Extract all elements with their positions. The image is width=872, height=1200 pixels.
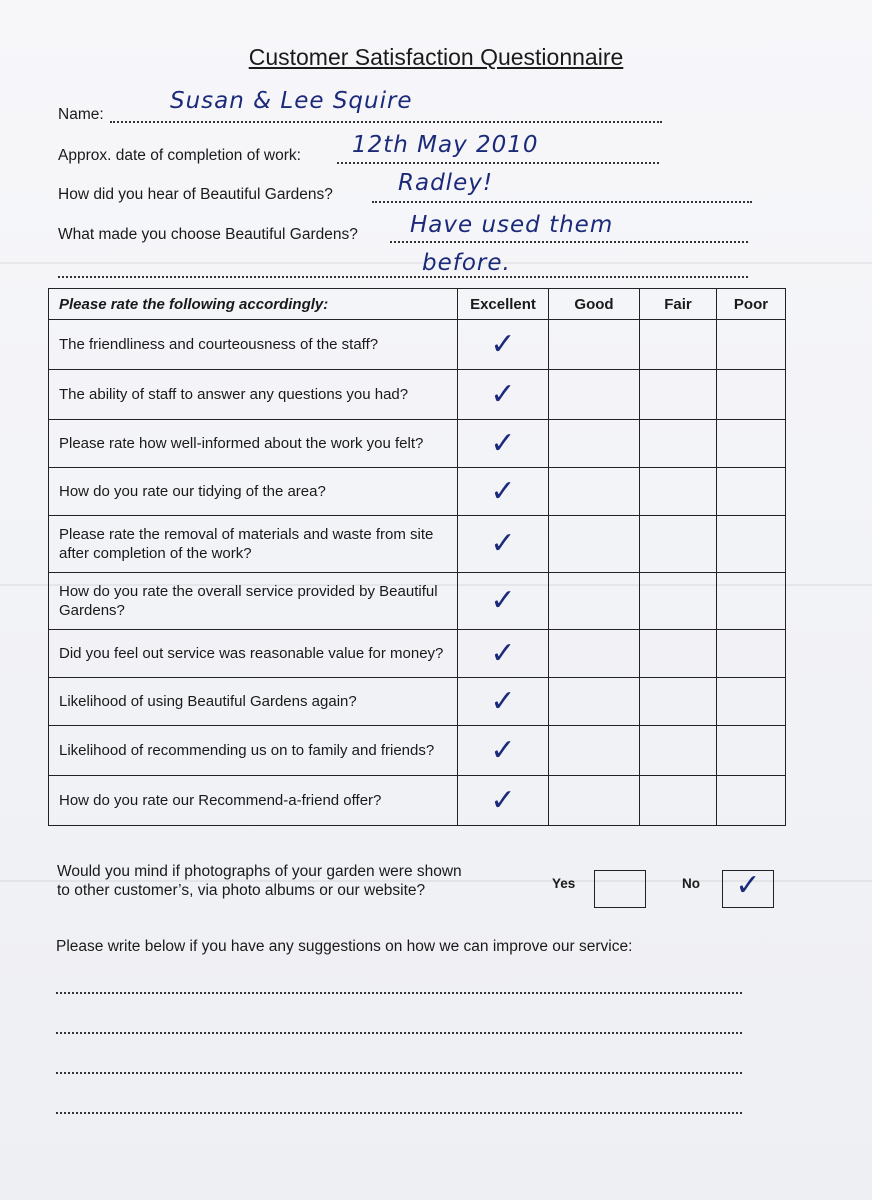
rating-cell-excellent[interactable] xyxy=(458,573,549,630)
rating-cell-poor[interactable] xyxy=(717,370,786,420)
date-line xyxy=(337,162,659,164)
choose-label: What made you choose Beautiful Gardens? xyxy=(58,226,358,243)
rating-question: How do you rate our Recommend-a-friend offer? xyxy=(49,776,458,826)
rating-question: Please rate the removal of materials and waste from site after completion of the work? xyxy=(49,516,458,573)
rating-cell-fair[interactable] xyxy=(640,516,717,573)
tick-mark: ✓ xyxy=(490,683,516,719)
rating-cell-fair[interactable] xyxy=(640,726,717,776)
rating-heading: Please rate the following accordingly: xyxy=(49,289,458,320)
tick-mark: ✓ xyxy=(490,583,516,618)
suggestion-line-1[interactable] xyxy=(56,992,742,994)
rating-row xyxy=(49,420,786,468)
rating-cell-good[interactable] xyxy=(549,516,640,573)
rating-question: How do you rate the overall service provided by Beautiful Gardens? xyxy=(49,573,458,630)
rating-cell-excellent[interactable] xyxy=(458,320,549,370)
rating-row xyxy=(49,320,786,370)
suggestions-label: Please write below if you have any suggestions on how we can improve our service: xyxy=(56,938,633,955)
rating-row xyxy=(49,776,786,826)
rating-cell-fair[interactable] xyxy=(640,573,717,630)
rating-question: Please rate how well-informed about the work you felt? xyxy=(49,420,458,468)
page-title: Customer Satisfaction Questionnaire xyxy=(248,44,624,70)
rating-cell-poor[interactable] xyxy=(717,630,786,678)
date-label: Approx. date of completion of work: xyxy=(58,147,301,164)
rating-cell-good[interactable] xyxy=(549,320,640,370)
rating-cell-poor[interactable] xyxy=(717,573,786,630)
rating-row xyxy=(49,573,786,630)
rating-row xyxy=(49,516,786,573)
rating-cell-poor[interactable] xyxy=(717,468,786,516)
col-excellent: Excellent xyxy=(458,289,549,320)
no-label: No xyxy=(682,876,700,891)
rating-cell-good[interactable] xyxy=(549,630,640,678)
rating-cell-good[interactable] xyxy=(549,776,640,826)
name-line xyxy=(110,121,662,123)
name-value[interactable]: Susan & Lee Squire xyxy=(170,88,413,114)
rating-cell-excellent[interactable] xyxy=(458,678,549,726)
rating-cell-poor[interactable] xyxy=(717,776,786,826)
tick-mark: ✓ xyxy=(490,635,516,671)
tick-mark: ✓ xyxy=(490,473,516,509)
rating-question: The friendliness and courteousness of the staff? xyxy=(49,320,458,370)
name-label: Name: xyxy=(58,106,104,123)
date-value[interactable]: 12th May 2010 xyxy=(352,132,539,158)
suggestion-line-2[interactable] xyxy=(56,1032,742,1034)
rating-cell-fair[interactable] xyxy=(640,370,717,420)
tick-mark: ✓ xyxy=(490,732,516,768)
rating-cell-poor[interactable] xyxy=(717,678,786,726)
tick-mark: ✓ xyxy=(490,326,516,362)
rating-question: The ability of staff to answer any questions you had? xyxy=(49,370,458,420)
rating-cell-good[interactable] xyxy=(549,678,640,726)
no-checkbox[interactable] xyxy=(722,870,774,908)
col-good: Good xyxy=(549,289,640,320)
rating-cell-excellent[interactable] xyxy=(458,420,549,468)
rating-cell-good[interactable] xyxy=(549,468,640,516)
rating-row xyxy=(49,726,786,776)
rating-cell-poor[interactable] xyxy=(717,420,786,468)
suggestion-line-4[interactable] xyxy=(56,1112,742,1114)
rating-header-row xyxy=(49,289,786,320)
rating-cell-excellent[interactable] xyxy=(458,370,549,420)
rating-row xyxy=(49,468,786,516)
rating-question: Likelihood of using Beautiful Gardens again? xyxy=(49,678,458,726)
rating-row xyxy=(49,630,786,678)
rating-cell-excellent[interactable] xyxy=(458,726,549,776)
photos-question: Would you mind if photographs of your garden were shown to other customer’s, via photo albums or our website? xyxy=(57,863,462,899)
rating-cell-excellent[interactable] xyxy=(458,516,549,573)
rating-row xyxy=(49,678,786,726)
rating-cell-good[interactable] xyxy=(549,370,640,420)
no-tick-mark: ✓ xyxy=(735,868,761,903)
rating-cell-good[interactable] xyxy=(549,726,640,776)
rating-table xyxy=(48,288,786,826)
rating-cell-poor[interactable] xyxy=(717,320,786,370)
rating-question: Likelihood of recommending us on to family and friends? xyxy=(49,726,458,776)
hear-label: How did you hear of Beautiful Gardens? xyxy=(58,186,333,203)
choose-line xyxy=(390,241,748,243)
hear-value[interactable]: Radley! xyxy=(398,170,494,196)
rating-cell-fair[interactable] xyxy=(640,420,717,468)
rating-cell-fair[interactable] xyxy=(640,630,717,678)
rating-cell-fair[interactable] xyxy=(640,320,717,370)
rating-cell-fair[interactable] xyxy=(640,468,717,516)
yes-label: Yes xyxy=(552,876,576,891)
yes-checkbox[interactable] xyxy=(594,870,646,908)
tick-mark: ✓ xyxy=(490,526,516,561)
choose-line-2 xyxy=(58,276,748,278)
rating-cell-excellent[interactable] xyxy=(458,468,549,516)
col-poor: Poor xyxy=(717,289,786,320)
tick-mark: ✓ xyxy=(490,782,516,818)
rating-cell-fair[interactable] xyxy=(640,678,717,726)
rating-cell-excellent[interactable] xyxy=(458,630,549,678)
hear-line xyxy=(372,201,752,203)
rating-cell-excellent[interactable] xyxy=(458,776,549,826)
rating-cell-good[interactable] xyxy=(549,420,640,468)
choose-value-2[interactable]: before. xyxy=(422,250,511,276)
rating-cell-good[interactable] xyxy=(549,573,640,630)
col-fair: Fair xyxy=(640,289,717,320)
suggestion-line-3[interactable] xyxy=(56,1072,742,1074)
rating-cell-poor[interactable] xyxy=(717,516,786,573)
rating-cell-fair[interactable] xyxy=(640,776,717,826)
choose-value[interactable]: Have used them xyxy=(410,212,614,238)
rating-cell-poor[interactable] xyxy=(717,726,786,776)
tick-mark: ✓ xyxy=(490,376,516,412)
tick-mark: ✓ xyxy=(490,425,516,461)
rating-question: How do you rate our tidying of the area? xyxy=(49,468,458,516)
rating-question: Did you feel out service was reasonable value for money? xyxy=(49,630,458,678)
rating-row xyxy=(49,370,786,420)
